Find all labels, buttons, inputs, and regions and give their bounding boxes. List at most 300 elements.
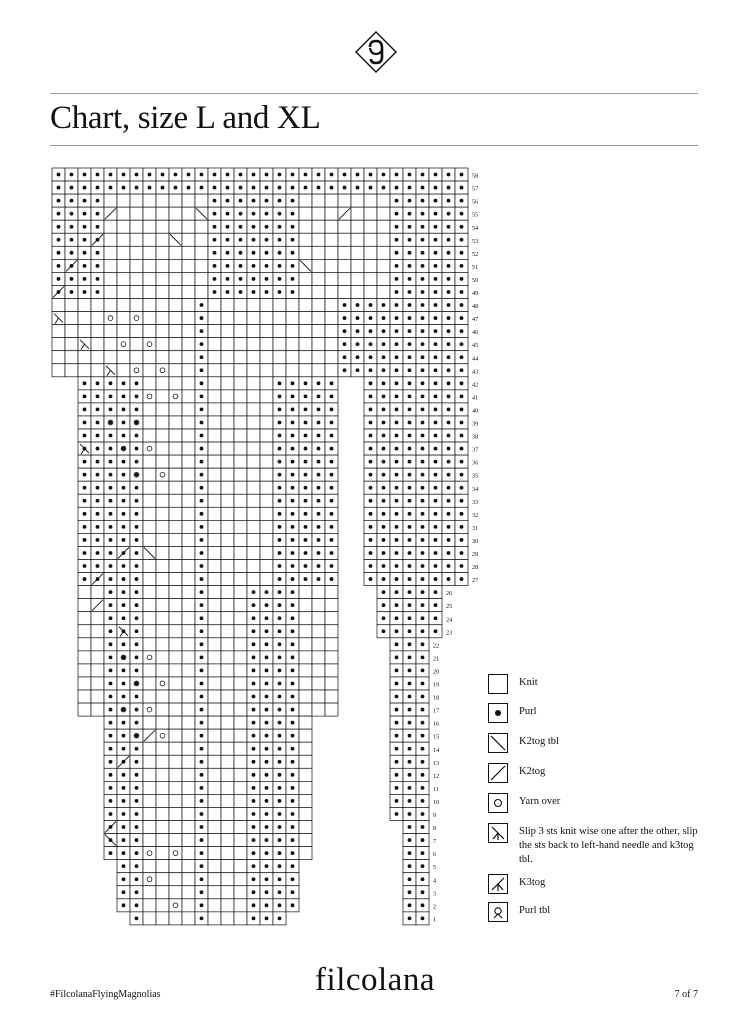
purl-dot (213, 212, 217, 216)
chart-cell (234, 533, 247, 546)
purl-dot (408, 342, 412, 346)
chart-cell (234, 794, 247, 807)
chart-cell (312, 285, 325, 298)
chart-cell (325, 194, 338, 207)
purl-dot (447, 355, 451, 359)
purl-dot (200, 655, 204, 659)
chart-cell (143, 847, 156, 860)
chart-cell (208, 899, 221, 912)
chart-cell (182, 912, 195, 925)
purl-dot (200, 577, 204, 581)
purl-dot (265, 708, 269, 712)
chart-cell (78, 677, 91, 690)
purl-dot (421, 890, 425, 894)
purl-dot (278, 238, 282, 242)
purl-dot (291, 486, 295, 490)
chart-cell (260, 573, 273, 586)
purl-dot (226, 264, 230, 268)
chart-cell (299, 755, 312, 768)
purl-dot (291, 499, 295, 503)
chart-cell (364, 285, 377, 298)
chart-cell (234, 873, 247, 886)
purl-dot (200, 499, 204, 503)
chart-cell (234, 651, 247, 664)
chart-cell (143, 390, 156, 403)
purl-dot (135, 682, 139, 686)
chart-cell (169, 377, 182, 390)
chart-cell (325, 220, 338, 233)
purl-dot (265, 747, 269, 751)
purl-dot (291, 434, 295, 438)
purl-dot (304, 525, 308, 529)
purl-dot (200, 538, 204, 542)
chart-cell (143, 742, 156, 755)
chart-cell (156, 429, 169, 442)
purl-dot (395, 538, 399, 542)
purl-dot (434, 277, 438, 281)
chart-cell (182, 612, 195, 625)
purl-dot (447, 199, 451, 203)
chart-cell (325, 664, 338, 677)
chart-cell (325, 638, 338, 651)
purl-dot (395, 368, 399, 372)
purl-dot (434, 264, 438, 268)
purl-dot (408, 329, 412, 333)
purl-dot (226, 212, 230, 216)
row-number: 38 (472, 433, 479, 441)
purl-dot (200, 851, 204, 855)
chart-cell (299, 742, 312, 755)
purl-dot (265, 277, 269, 281)
purl-dot (447, 173, 451, 177)
chart-cell (234, 781, 247, 794)
purl-dot (330, 408, 334, 412)
purl-dot (460, 277, 464, 281)
purl-dot (291, 890, 295, 894)
purl-dot (343, 303, 347, 307)
purl-dot (122, 381, 126, 385)
purl-dot (96, 460, 100, 464)
purl-dot (291, 708, 295, 712)
purl-dot (200, 890, 204, 894)
chart-cell (182, 259, 195, 272)
chart-cell (156, 481, 169, 494)
chart-cell (221, 312, 234, 325)
purl-dot (278, 773, 282, 777)
chart-cell (221, 455, 234, 468)
purl-dot (252, 734, 256, 738)
chart-cell (156, 886, 169, 899)
purl-dot (122, 394, 126, 398)
chart-cell (156, 194, 169, 207)
purl-dot (83, 199, 87, 203)
chart-cell (208, 599, 221, 612)
chart-cell (221, 834, 234, 847)
chart-cell (325, 625, 338, 638)
purl-dot (70, 290, 74, 294)
purl-dot (265, 642, 269, 646)
chart-cell (182, 690, 195, 703)
chart-cell (65, 338, 78, 351)
purl-dot (434, 447, 438, 451)
chart-cell (221, 612, 234, 625)
purl-dot (200, 394, 204, 398)
purl-dot (135, 760, 139, 764)
purl-dot (96, 199, 100, 203)
purl-dot (421, 864, 425, 868)
purl-dot (408, 864, 412, 868)
chart-cell (260, 299, 273, 312)
purl-dot (265, 238, 269, 242)
purl-dot (395, 355, 399, 359)
chart-cell (143, 599, 156, 612)
purl-dot (278, 877, 282, 881)
purl-dot (109, 669, 113, 673)
purl-dot (369, 473, 373, 477)
chart-cell (130, 325, 143, 338)
row-number: 57 (472, 185, 479, 193)
purl-dot (382, 525, 386, 529)
purl-dot (83, 264, 87, 268)
chart-cell (143, 586, 156, 599)
chart-cell (221, 638, 234, 651)
purl-dot (408, 186, 412, 190)
purl-dot (278, 708, 282, 712)
chart-cell (286, 364, 299, 377)
purl-dot (460, 486, 464, 490)
purl-dot (161, 173, 165, 177)
purl-dot (408, 903, 412, 907)
chart-cell (156, 599, 169, 612)
purl-dot (382, 590, 386, 594)
chart-cell (78, 599, 91, 612)
legend-label: K3tog (519, 877, 546, 888)
purl-dot (395, 629, 399, 633)
purl-dot (408, 173, 412, 177)
purl-dot (460, 394, 464, 398)
chart-cell (156, 351, 169, 364)
purl-dot (200, 877, 204, 881)
purl-dot (252, 916, 256, 920)
chart-cell (208, 768, 221, 781)
chart-cell (221, 886, 234, 899)
chart-cell (182, 403, 195, 416)
purl-dot (395, 551, 399, 555)
purl-dot (278, 747, 282, 751)
chart-cell (208, 390, 221, 403)
purl-dot (343, 368, 347, 372)
purl-dot (122, 434, 126, 438)
purl-dot (200, 355, 204, 359)
purl-dot (369, 460, 373, 464)
chart-cell (299, 781, 312, 794)
chart-cell (182, 873, 195, 886)
chart-cell (156, 781, 169, 794)
row-number: 37 (472, 446, 479, 454)
chart-cell (234, 716, 247, 729)
row-number: 4 (433, 877, 437, 885)
purl-dot (291, 447, 295, 451)
purl-dot (317, 394, 321, 398)
chart-cell (208, 416, 221, 429)
chart-cell (182, 599, 195, 612)
purl-dot (278, 277, 282, 281)
purl-dot (382, 551, 386, 555)
purl-dot (109, 381, 113, 385)
purl-dot (109, 173, 113, 177)
chart-cell (182, 246, 195, 259)
yarn-over-symbol-icon (488, 793, 508, 813)
purl-dot (447, 329, 451, 333)
purl-dot (239, 264, 243, 268)
purl-dot (421, 799, 425, 803)
chart-cell (78, 638, 91, 651)
chart-cell (182, 533, 195, 546)
chart-cell (299, 220, 312, 233)
chart-cell (325, 259, 338, 272)
purl-dot (408, 316, 412, 320)
purl-dot (200, 421, 204, 425)
chart-cell (221, 729, 234, 742)
purl-dot (447, 538, 451, 542)
chart-cell (325, 364, 338, 377)
purl-dot (291, 903, 295, 907)
purl-dot (291, 747, 295, 751)
chart-cell (91, 299, 104, 312)
purl-dot (395, 277, 399, 281)
purl-dot (122, 499, 126, 503)
chart-cell (156, 912, 169, 925)
chart-cell (234, 312, 247, 325)
chart-cell (260, 533, 273, 546)
purl-dot (96, 277, 100, 281)
purl-dot (135, 421, 139, 425)
chart-cell (169, 455, 182, 468)
purl-dot (304, 564, 308, 568)
purl-dot (304, 421, 308, 425)
chart-cell (156, 625, 169, 638)
chart-cell (117, 233, 130, 246)
purl-dot (252, 251, 256, 255)
purl-dot (135, 434, 139, 438)
purl-dot (434, 368, 438, 372)
chart-cell (247, 520, 260, 533)
purl-dot (122, 890, 126, 894)
chart-cell (208, 729, 221, 742)
purl-dot (135, 460, 139, 464)
chart-cell (234, 429, 247, 442)
purl-dot (278, 695, 282, 699)
purl-dot (122, 682, 126, 686)
purl-dot (252, 695, 256, 699)
chart-cell (156, 233, 169, 246)
chart-cell (273, 351, 286, 364)
purl-dot (135, 669, 139, 673)
chart-cell (182, 364, 195, 377)
purl-dot (304, 499, 308, 503)
purl-dot (83, 564, 87, 568)
purl-dot (369, 186, 373, 190)
purl-dot (291, 773, 295, 777)
row-number: 2 (433, 903, 437, 911)
purl-dot (200, 812, 204, 816)
purl-dot (421, 512, 425, 516)
purl-dot (109, 499, 113, 503)
chart-cell (182, 573, 195, 586)
purl-dot (265, 773, 269, 777)
purl-dot (395, 773, 399, 777)
row-number: 39 (472, 420, 479, 428)
chart-cell (234, 638, 247, 651)
chart-cell (78, 325, 91, 338)
purl-dot (70, 186, 74, 190)
chart-cell (221, 546, 234, 559)
purl-dot (421, 642, 425, 646)
purl-dot (200, 434, 204, 438)
purl-dot (304, 381, 308, 385)
row-number: 19 (433, 681, 440, 689)
chart-cell (143, 377, 156, 390)
purl-dot (213, 186, 217, 190)
chart-cell (169, 821, 182, 834)
chart-cell (169, 794, 182, 807)
purl-dot (447, 212, 451, 216)
chart-cell (221, 677, 234, 690)
chart-cell (299, 338, 312, 351)
chart-cell (143, 507, 156, 520)
chart-cell (234, 834, 247, 847)
purl-dot (122, 721, 126, 725)
purl-dot (291, 669, 295, 673)
legend-label: K2tog (519, 766, 546, 777)
purl-dot (200, 551, 204, 555)
purl-dot (200, 473, 204, 477)
chart-cell (247, 533, 260, 546)
purl-dot (252, 708, 256, 712)
chart-cell (299, 677, 312, 690)
purl-dot (408, 734, 412, 738)
chart-cell (221, 429, 234, 442)
purl-dot (317, 421, 321, 425)
purl-dot (122, 799, 126, 803)
chart-cell (182, 455, 195, 468)
chart-cell (221, 364, 234, 377)
purl-dot (408, 473, 412, 477)
purl-dot (265, 864, 269, 868)
chart-cell (143, 612, 156, 625)
chart-cell (312, 233, 325, 246)
purl-dot (291, 655, 295, 659)
purl-dot (252, 747, 256, 751)
chart-cell (143, 703, 156, 716)
chart-cell (156, 703, 169, 716)
chart-cell (221, 664, 234, 677)
purl-dot (252, 786, 256, 790)
purl-dot (356, 303, 360, 307)
chart-cell (234, 390, 247, 403)
chart-cell (234, 664, 247, 677)
purl-dot (395, 342, 399, 346)
chart-cell (169, 638, 182, 651)
purl-dot (57, 277, 61, 281)
purl-dot (200, 460, 204, 464)
purl-dot (291, 629, 295, 633)
chart-cell (143, 807, 156, 820)
purl-dot (304, 486, 308, 490)
purl-dot (200, 825, 204, 829)
chart-cell (182, 299, 195, 312)
purl-dot (83, 538, 87, 542)
purl-dot (122, 642, 126, 646)
purl-dot (278, 682, 282, 686)
purl-dot (421, 368, 425, 372)
chart-cell (221, 912, 234, 925)
purl-dot (135, 577, 139, 581)
chart-cell (156, 338, 169, 351)
purl-dot (460, 460, 464, 464)
chart-cell (143, 429, 156, 442)
chart-cell (208, 612, 221, 625)
chart-cell (182, 807, 195, 820)
row-number: 5 (433, 864, 437, 872)
purl-dot (408, 512, 412, 516)
chart-cell (247, 442, 260, 455)
chart-cell (286, 351, 299, 364)
chart-cell (234, 625, 247, 638)
purl-dot (460, 381, 464, 385)
purl-dot (369, 329, 373, 333)
chart-cell (260, 325, 273, 338)
chart-cell (169, 677, 182, 690)
purl-dot (200, 564, 204, 568)
purl-dot (447, 473, 451, 477)
legend-label: Slip 3 sts knit wise one after the other, slip the sts back to left-hand needle and k3tog tbl. (519, 826, 698, 865)
purl-dot (369, 173, 373, 177)
chart-cell (260, 390, 273, 403)
chart-cell (325, 246, 338, 259)
chart-cell (91, 364, 104, 377)
chart-cell (377, 194, 390, 207)
purl-dot (278, 669, 282, 673)
purl-dot (395, 173, 399, 177)
chart-cell (208, 886, 221, 899)
chart-cell (169, 207, 182, 220)
purl-dot (252, 199, 256, 203)
row-number: 25 (446, 603, 453, 611)
purl-dot (252, 877, 256, 881)
chart-cell (299, 664, 312, 677)
chart-cell (234, 494, 247, 507)
purl-dot (317, 447, 321, 451)
chart-cell (182, 220, 195, 233)
chart-cell (312, 651, 325, 664)
chart-cell (351, 272, 364, 285)
purl-dot (395, 486, 399, 490)
chart-cell (143, 690, 156, 703)
purl-dot (447, 251, 451, 255)
chart-cell (156, 768, 169, 781)
row-number: 9 (433, 812, 437, 819)
purl-dot (278, 734, 282, 738)
purl-dot (122, 173, 126, 177)
purl-dot (369, 381, 373, 385)
purl-dot (278, 186, 282, 190)
purl-dot (460, 251, 464, 255)
chart-cell (208, 703, 221, 716)
purl-dot (83, 460, 87, 464)
purl-dot (200, 773, 204, 777)
purl-dot (304, 538, 308, 542)
